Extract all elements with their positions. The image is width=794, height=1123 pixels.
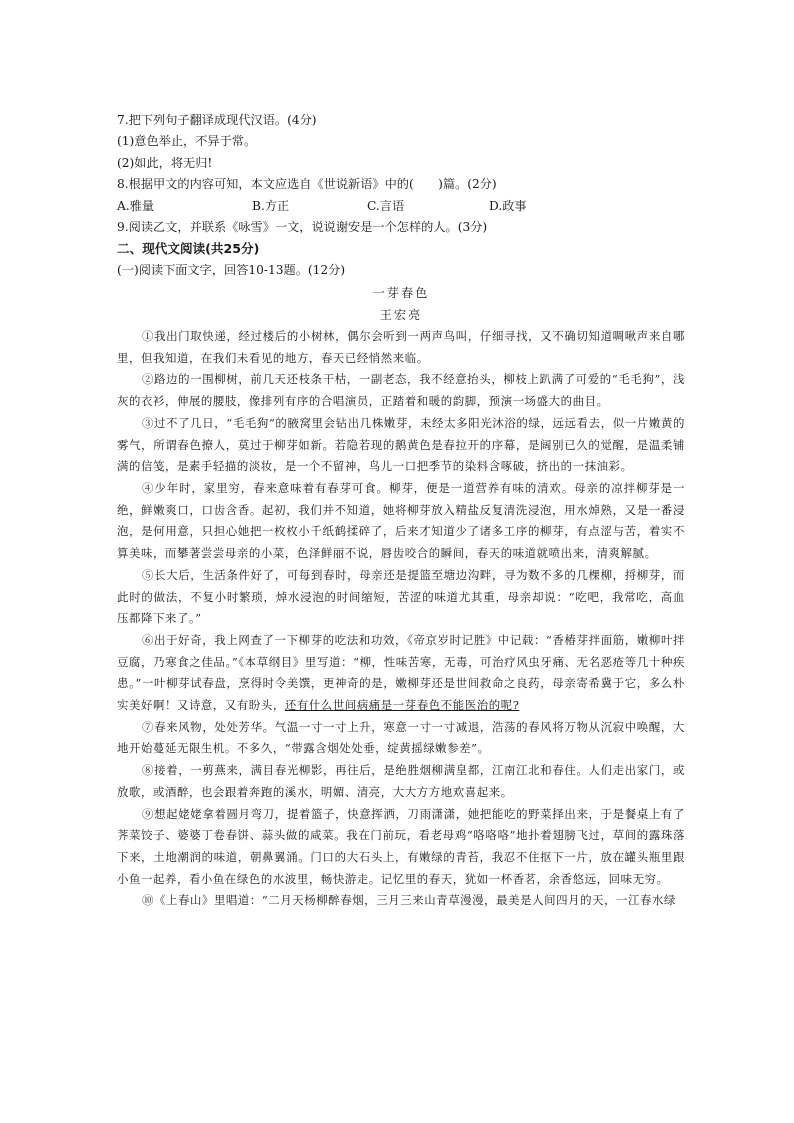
option-c: C.言语 [367, 198, 405, 213]
paragraph-3: ③过不了几日，“毛毛狗”的腋窝里会钻出几株嫩芽，未经太多阳光沐浴的绿，远远看去，似一片嫩黄的雾气，所谓春色撩人，莫过于柳芽如新。若隐若现的鹅黄色是春拉开的序幕，是阔别已久的觉醒，是温柔铺满的信笺，是素手轻描的淡妆，是一个不留神，鸟儿一口把季节的染料含啄破，挤出的一抹油彩。 [117, 415, 685, 474]
paragraph-4: ④少年时，家里穷，春来意味着有春芽可食。柳芽，便是一道营养有味的清欢。母亲的凉拌柳芽是一绝，鲜嫩爽口，口齿含香。起初，我们并不知道，她将柳芽放入精盐反复清洗浸泡，用水焯熟，又是一番浸泡，是何用意，只担心她把一枚枚小千纸鹤揉碎了，后来才知道少了诸多工序的柳芽，有点涩与苦，着实不算美味，而攀著尝尝母亲的小菜，色泽鲜丽不说，唇齿咬合的瞬间，春天的味道就喷出来，清爽解腻。 [117, 480, 685, 561]
question-9: 9.阅读乙文，并联系《咏雪》一文，说说谢安是一个怎样的人。(3分) [117, 220, 488, 235]
question-7-item-2: (2)如此，将无归! [117, 155, 213, 170]
paragraph-1: ①我出门取快递，经过楼后的小树林，偶尔会听到一两声鸟叫，仔细寻找，又不确切知道啁啾声来自哪里，但我知道，在我们未看见的地方，春天已经悄然来临。 [117, 329, 685, 365]
question-7-item-1: (1)意色举止，不异于常。 [117, 134, 257, 149]
article-title: 一芽春色 [372, 286, 430, 301]
underlined-sentence: 还有什么世间病痛是一芽春色不能医治的呢? [284, 698, 520, 713]
option-b: B.方正 [252, 198, 290, 213]
question-7: 7.把下列句子翻译成现代汉语。(4分) [117, 113, 317, 127]
paragraph-9: ⑨想起姥姥拿着圆月弯刀，提着篮子，快意挥洒，刀雨潇潇，她把能吃的野菜择出来，于是餐桌上有了荠菜饺子、婆婆丁卷春饼、蒜头做的咸菜。我在门前玩，看老母鸡“咯咯咯”地扑着翅膀飞过，草间的露珠落下来，土地潮润的味道，朝鼻翼涌。门口的大石头上，有嫩绿的青苔，我忍不住抠下一片，放在罐头瓶里跟小鱼一起养，看小鱼在绿色的水波里，畅快游走。记忆里的春天，犹如一杯香茗，余香悠远，回味无穷。 [117, 806, 685, 886]
exam-page [117, 110, 685, 912]
section-instructions: (一)阅读下面文字，回答10-13题。(12分) [117, 262, 346, 277]
option-d: D.政事 [489, 198, 527, 213]
paragraph-2: ②路边的一围柳树，前几天还枝条干枯，一副老态，我不经意抬头，柳枝上趴满了可爱的“毛毛狗”，浅灰的衣衫，伸展的腰肢，像排列有序的合唱演员，正踏着和暖的韵脚，预演一场盛大的曲目。 [117, 372, 685, 409]
question-8-options [117, 196, 685, 217]
question-8: 8.根据甲文的内容可知，本文应选自《世说新语》中的( )篇。(2分) [117, 177, 497, 192]
article-author: 王宏亮 [379, 307, 423, 322]
paragraph-8: ⑧接着，一剪燕来，满目春光柳影，再往后，是绝胜烟柳满皇都，江南江北和春住。人们走出家门，或放歌，或酒醉，也会跟着奔跑的溪水，明媚、清亮，大大方方地欢喜起来。 [117, 763, 685, 799]
paragraph-7: ⑦春来风物，处处芳华。气温一寸一寸上升，寒意一寸一寸减退，浩荡的春风将万物从沉寂中唤醒，大地开始蔓延无限生机。不多久，“带露含烟处处垂，绽黄摇绿嫩参差”。 [117, 719, 685, 756]
paragraph-6 [117, 630, 685, 717]
paragraph-6-text: ⑥出于好奇，我上网查了一下柳芽的吃法和功效，《帝京岁时记胜》中记载：“香椿芽拌面筋，嫩柳叶拌豆腐，乃寒食之佳品。”《本草纲目》里写道：“柳，性味苦寒，无毒，可治疗风虫牙痛、无名恶疮等几十种疾患。”一叶柳芽试春盘，烹得时令美馔，更神奇的是，嫩柳芽还是世间救命之良药，母亲寄希冀于它，多么朴实美好啊！又诗意，又有盼头， [117, 632, 685, 713]
paragraph-10: ⑩《上春山》里唱道：“二月天杨柳醉春烟，三月三来山青草漫漫，最美是人间四月的天，一江春水绿 [142, 893, 677, 908]
option-a: A.雅量 [117, 198, 155, 213]
section-heading: 二、现代文阅读(共25分) [117, 241, 260, 257]
paragraph-5: ⑤长大后，生活条件好了，可每到春时，母亲还是提篮至塘边沟畔，寻为数不多的几棵柳，捋柳芽，而此时的做法，不复小时繁琐，焯水浸泡的时间缩短，苦涩的味道尤其重，母亲却说：“吃吧，我常吃，高血压都降下来了。” [117, 567, 685, 626]
